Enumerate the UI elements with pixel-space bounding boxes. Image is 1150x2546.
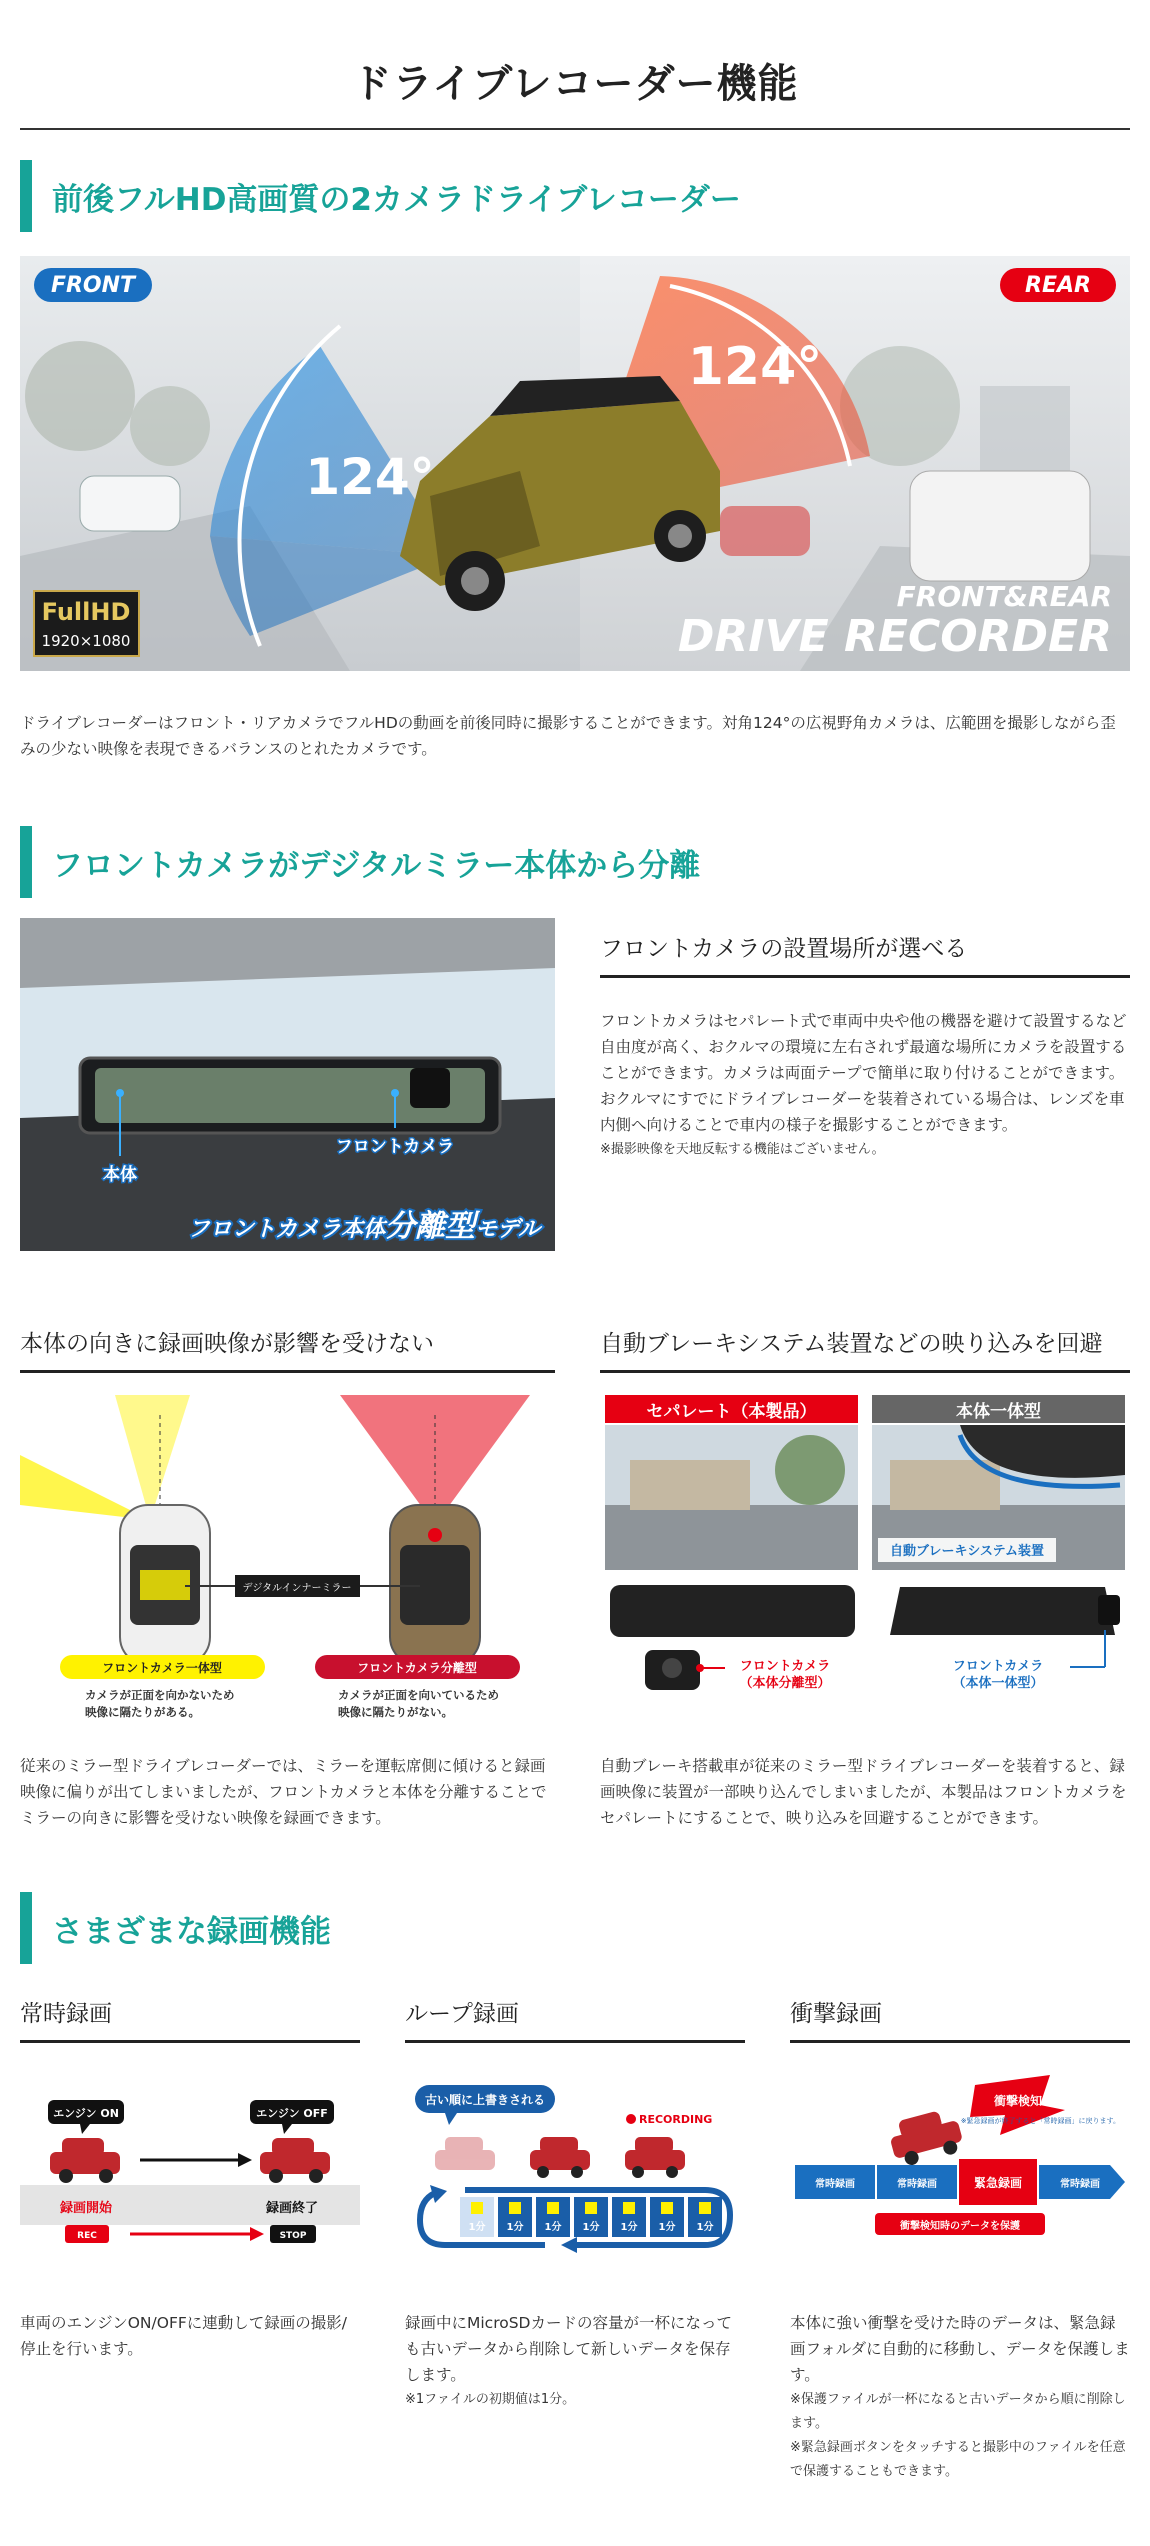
- tag-separate-label: フロントカメラ分離型: [357, 1661, 477, 1675]
- front-camera-unit: [410, 1068, 450, 1108]
- auto-brake-label: 自動ブレーキシステム装置: [889, 1544, 1045, 1559]
- loop-recording-body: 録画中にMicroSDカードの容量が一杯になっても古いデータから削除して新しいデータを保存します。: [405, 2314, 732, 2384]
- banner-post: モデル: [475, 1217, 540, 1242]
- hero-image: [20, 256, 1130, 671]
- loop-segment-label: 1分: [506, 2222, 524, 2233]
- caption-separate-1: フロントカメラ: [739, 1659, 831, 1674]
- impact-recording-note-1: ※保護ファイルが一杯になると古いデータから順に削除します。: [790, 2392, 1126, 2431]
- continuous-recording-body: 車両のエンジンON/OFFに連動して録画の撮影/停止を行います。: [20, 2314, 347, 2358]
- segment-normal-2: 常時録画: [897, 2179, 937, 2190]
- angle-rear-text: 124°: [687, 337, 823, 397]
- mirror-angle-diagram: [20, 1395, 555, 1725]
- fullhd-title: FullHD: [41, 598, 131, 626]
- angle-front-text: 124°: [305, 448, 435, 506]
- loop-segment-label: 1分: [620, 2222, 638, 2233]
- mirror-integrated: [890, 1587, 1115, 1635]
- recording-label: RECORDING: [639, 2113, 713, 2126]
- file-icon: [471, 2202, 483, 2214]
- impact-label: 衝撃検知: [993, 2094, 1043, 2108]
- impact-recording-note-2: ※緊急録画ボタンをタッチすると撮影中のファイルを任意で保護することもできます。: [790, 2440, 1126, 2479]
- overwrite-bubble: 古い順に上書きされる: [424, 2093, 546, 2107]
- label-front-camera: フロントカメラ: [335, 1137, 455, 1157]
- engine-off-label: エンジン OFF: [256, 2107, 328, 2120]
- mirror-angle-heading: 本体の向きに録画映像が影響を受けない: [20, 1325, 555, 1373]
- loop-segment-label: 1分: [696, 2222, 714, 2233]
- engine-on-label: エンジン ON: [53, 2107, 119, 2120]
- loop-segment-label: 1分: [544, 2222, 562, 2233]
- continuous-recording-diagram: [20, 2090, 360, 2265]
- auto-brake-heading: 自動ブレーキシステム装置などの映り込みを回避: [600, 1325, 1130, 1373]
- install-location-note: ※撮影映像を天地反転する機能はございません。: [600, 1142, 885, 1157]
- banner-em: 分離型: [385, 1209, 476, 1244]
- file-icon: [699, 2202, 711, 2214]
- loop-recording-note: ※1ファイルの初期値は1分。: [405, 2392, 576, 2407]
- impact-recording-body: 本体に強い衝撃を受けた時のデータは、緊急録画フォルダに自動的に移動し、データを保護します。: [790, 2314, 1130, 2384]
- loop-car-2: [625, 2137, 685, 2178]
- section-heading-recording-functions: さまざまな録画機能: [20, 1892, 1130, 1964]
- caption-integrated-1: フロントカメラ: [952, 1659, 1044, 1674]
- loop-segment-label: 1分: [658, 2222, 676, 2233]
- protect-label: 衝撃検知時のデータを保護: [900, 2221, 1020, 2232]
- banner-pre: フロントカメラ本体: [187, 1217, 386, 1242]
- loop-recording-diagram: [405, 2075, 745, 2265]
- continuous-recording-heading: 常時録画: [20, 1995, 360, 2043]
- front-badge: FRONT: [34, 268, 152, 302]
- segment-normal-1: 常時録画: [815, 2179, 855, 2190]
- auto-brake-body: 自動ブレーキ搭載車が従来のミラー型ドライブレコーダーを装着すると、録画映像に装置が一部映り込んでしまいましたが、本製品はフロントカメラをセパレートにすることで、映り込みを回避することができます。: [600, 1757, 1127, 1827]
- section-heading-dual-camera: 前後フルHD高画質の2カメラドライブレコーダー: [20, 160, 1130, 232]
- label-body: 本体: [103, 1165, 137, 1185]
- stop-text: STOP: [279, 2231, 307, 2241]
- file-icon: [623, 2202, 635, 2214]
- mirror-photo: [20, 918, 555, 1251]
- section-heading-separate-camera: フロントカメラがデジタルミラー本体から分離: [20, 826, 1130, 898]
- brand-line-1: FRONT&REAR: [896, 580, 1112, 613]
- loop-recording-heading: ループ録画: [405, 1995, 745, 2043]
- install-location-heading: フロントカメラの設置場所が選べる: [600, 930, 1130, 978]
- mirror-angle-body: 従来のミラー型ドライブレコーダーでは、ミラーを運転席側に傾けると録画映像に偏りが出てしまいましたが、フロントカメラと本体を分離することでミラーの向きに影響を受けない映像を録画できます。: [20, 1757, 547, 1827]
- file-icon: [547, 2202, 559, 2214]
- rear-badge: REAR: [1000, 268, 1116, 302]
- file-icon: [509, 2202, 521, 2214]
- hero-illustration: [20, 256, 1130, 671]
- impact-recording-heading: 衝撃録画: [790, 1995, 1130, 2043]
- loop-segment-label: 1分: [468, 2222, 486, 2233]
- tab-integrated: 本体一体型: [872, 1395, 1125, 1423]
- segment-emergency-label: 緊急録画: [973, 2176, 1023, 2190]
- install-location-body: フロントカメラはセパレート式で車両中央や他の機器を避けて設置するなど自由度が高く、おクルマの環境に左右されず最適な場所にカメラを設置することができます。カメラは両面テープで簡単に取り付けることができます。: [600, 1012, 1127, 1082]
- auto-brake-diagram: [600, 1395, 1130, 1725]
- dual-camera-description: ドライブレコーダーはフロント・リアカメラでフルHDの動画を前後同時に撮影することができます。対角124°の広視野角カメラは、広範囲を撮影しながら歪みの少ない映像を表現できるバランスのとれたカメラです。: [20, 714, 1116, 758]
- loop-segment-label: 1分: [582, 2222, 600, 2233]
- install-location-body-2: おクルマにすでにドライブレコーダーを装着されている場合は、レンズを車内側へ向けることで車内の様子を撮影することができます。: [600, 1090, 1125, 1134]
- car-right-icon: [260, 2138, 330, 2183]
- car-left-icon: [50, 2138, 120, 2183]
- mirror-label: デジタルインナーミラー: [242, 1583, 352, 1594]
- fullhd-res: 1920×1080: [41, 632, 131, 650]
- file-icon: [585, 2202, 597, 2214]
- impact-car-icon: [886, 2106, 966, 2169]
- caption-separate-2: （本体分離型）: [739, 1676, 831, 1691]
- impact-recording-diagram: [790, 2075, 1130, 2265]
- caption-separate: カメラが正面を向いているため 映像に隔たりがない。: [338, 1688, 499, 1719]
- impact-small-note: ※緊急録画が終了すると「常時録画」に戻ります。: [960, 2117, 1120, 2125]
- file-icon: [661, 2202, 673, 2214]
- page-title: ドライブレコーダー機能: [351, 61, 799, 107]
- tab-separate: セパレート（本製品）: [605, 1395, 858, 1423]
- caption-integrated: カメラが正面を向かないため 映像に隔たりがある。: [85, 1688, 235, 1719]
- mirror-separate: [610, 1585, 855, 1637]
- caption-integrated-2: （本体一体型）: [952, 1676, 1044, 1691]
- rec-text: REC: [77, 2231, 97, 2241]
- loop-car-1: [530, 2137, 590, 2178]
- brand-line-2: DRIVE RECORDER: [677, 611, 1112, 662]
- title-rule: [20, 128, 1130, 130]
- segment-normal-3: 常時録画: [1060, 2179, 1100, 2190]
- rec-start-label: 録画開始: [59, 2201, 113, 2216]
- rec-end-label: 録画終了: [265, 2201, 319, 2216]
- tag-integrated-label: フロントカメラ一体型: [102, 1661, 222, 1675]
